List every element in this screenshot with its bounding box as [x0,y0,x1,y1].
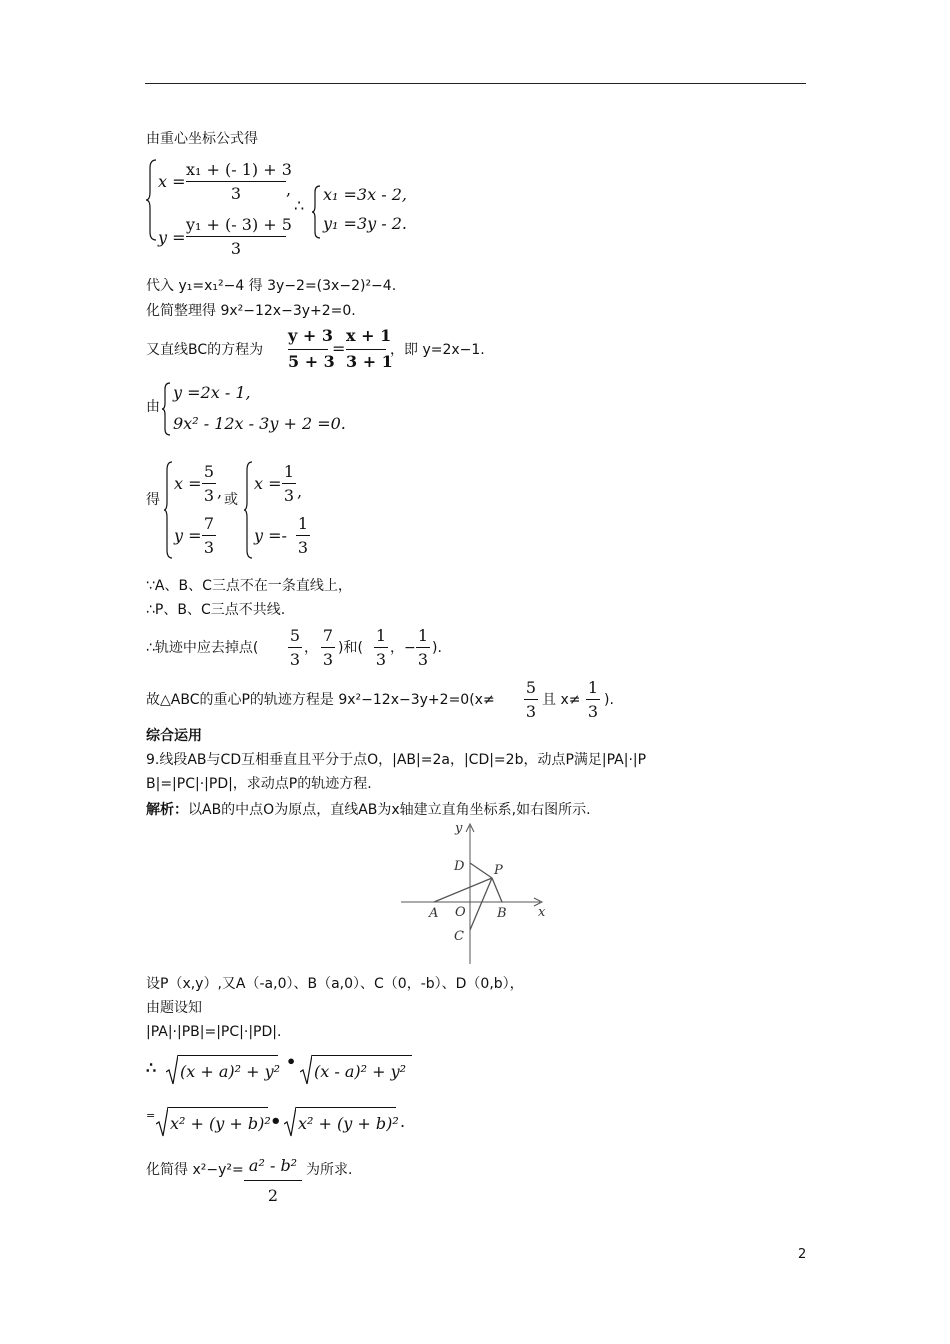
bc-num1: y + 3 [288,326,333,345]
sol-a-ynum: 7 [203,514,215,533]
line-remove-points [146,624,506,672]
line-result [146,676,636,724]
remove-postfix: ). [432,640,442,656]
text-given: 由题设知 [146,1000,202,1016]
line-final [146,1156,406,1212]
remove-f2d: 3 [322,650,334,669]
left-brace-3 [162,381,172,437]
result-f1bar [524,699,538,700]
y1-equation: y₁ =3y - 2. [323,214,408,233]
text-set-points: 设P（x,y）,又A（-a,0）、B（a,0）、C（0，-b）、D（0,b）， [146,976,524,992]
sol-a-comma: , [217,482,223,501]
label-c: C [454,929,464,944]
left-brace-4 [164,460,174,560]
remove-sep1: ， [304,640,318,656]
radical-sign-1 [166,1054,178,1086]
system-intersect [146,381,406,437]
final-numerator: a² - b² [248,1156,298,1175]
sqrt2-end: . [400,1112,406,1131]
sol-a-xden: 3 [203,486,215,505]
sol-b-xbar [282,483,296,484]
remove-f3bar [374,647,388,648]
x-denominator: 3 [230,184,242,203]
result-f2d: 3 [587,702,599,721]
bc-eq: = [332,339,346,358]
sol-b-ybar [296,535,310,536]
remove-f4n: 1 [417,626,429,645]
bc-prefix: 又直线BC的方程为 [146,342,264,358]
radical-bar-1 [178,1055,278,1056]
text-abs-equation: |PA|·|PB|=|PC|·|PD|. [146,1024,282,1040]
final-prefix: 化简得 x²−y²= [146,1162,244,1178]
sol-a-xbar [202,483,216,484]
remove-f4bar [416,647,430,648]
sol-b-x: x = [254,474,282,493]
line-sqrt-1 [146,1052,426,1088]
radical-sign-3 [156,1106,168,1138]
radical-bar-3 [168,1107,268,1108]
solution-label: 解析： [146,802,188,818]
remove-f1n: 5 [289,626,301,645]
text-because: ∵A、B、C三点不在一条直线上， [146,578,352,594]
radical-sign-2 [300,1054,312,1086]
segment-pd [470,863,492,878]
sqrt1-radicand-1: (x + a)² + y² [180,1062,281,1081]
segment-pb [492,878,502,902]
sys2-eq2: 9x² - 12x - 3y + 2 =0. [173,414,346,433]
bc-den2: 3 + 1 [346,352,393,371]
sqrt2-radicand-2: x² + (y + b)² [298,1114,399,1133]
radical-bar-2 [312,1055,412,1056]
remove-f4d: 3 [417,650,429,669]
question-9-line1: 9.线段AB与CD互相垂直且平分于点O，|AB|=2a，|CD|=2b，动点P满足|PA|·|P [146,752,647,768]
sol-b-xnum: 1 [283,462,295,481]
sqrt1-radicand-2: (x - a)² + y² [314,1062,407,1081]
text-not-collinear: ∴P、B、C三点不共线. [146,602,286,618]
label-d: D [454,859,465,874]
final-denominator: 2 [267,1186,279,1205]
result-f1n: 5 [525,678,537,697]
y-fraction-bar [186,236,286,237]
page-number: 2 [798,1247,807,1262]
sol-prefix: 得 [146,492,160,508]
line-bc-equation [146,326,566,374]
sol-or: 或 [224,492,238,508]
remove-neg: − [404,640,416,656]
label-o: O [455,905,466,920]
sqrt2-dot: • [270,1111,282,1132]
header-rule [145,83,806,84]
remove-f2n: 7 [322,626,334,645]
sqrt2-eq: = [146,1109,156,1122]
remove-sep2: ， [390,640,404,656]
result-mid: 且 x≠ [542,692,581,708]
coordinate-figure [396,818,552,968]
remove-f1d: 3 [289,650,301,669]
text-simplify: 化简整理得 9x²−12x−3y+2=0. [146,303,356,319]
x-fraction-bar [186,181,286,182]
bc-bar1 [288,349,328,350]
sol-a-xnum: 5 [203,462,215,481]
system-centroid [146,158,446,258]
bc-num2: x + 1 [346,326,392,345]
x-comma: , [286,180,292,199]
remove-mid: )和( [338,640,363,656]
x1-equation: x₁ =3x - 2, [323,185,407,204]
line-sqrt-2 [146,1104,426,1140]
label-a: A [429,906,439,921]
final-bar [244,1180,302,1181]
section-heading: 综合运用 [146,728,202,744]
y-axis-label: y [455,821,463,836]
x-axis-label: x [538,905,546,920]
question-9-line2: B|=|PC|·|PD|，求动点P的轨迹方程. [146,776,372,792]
y-numerator: y₁ + (- 3) + 5 [186,215,292,234]
sqrt2-radicand-1: x² + (y + b)² [170,1114,271,1133]
radical-bar-4 [296,1107,396,1108]
sol-a-x: x = [174,474,202,493]
solution-line [146,800,591,820]
result-prefix: 故△ABC的重心P的轨迹方程是 9x²−12x−3y+2=0(x≠ [146,692,495,708]
sol-b-comma: , [297,482,303,501]
solutions [146,458,326,562]
final-postfix: 为所求. [306,1162,353,1178]
bc-postfix: ，即 y=2x−1. [390,342,485,358]
remove-prefix: ∴轨迹中应去掉点( [146,640,259,656]
sqrt1-therefore: ∴ [146,1058,157,1077]
y-lhs: y = [158,228,186,247]
text-centroid-formula: 由重心坐标公式得 [146,131,258,147]
left-brace-2 [312,184,322,240]
therefore-symbol: ∴ [294,196,305,215]
sol-b-yden: 3 [297,538,309,557]
sol-b-y: y =- [254,526,287,545]
label-p: P [494,863,503,878]
remove-f3d: 3 [375,650,387,669]
radical-sign-4 [284,1106,296,1138]
sys2-prefix: 由 [146,399,160,415]
result-f1d: 3 [525,702,537,721]
label-b: B [497,906,507,921]
result-f2bar [586,699,600,700]
x-numerator: x₁ + (- 1) + 3 [186,160,292,179]
result-postfix: ). [604,692,614,708]
y-denominator: 3 [230,239,242,258]
left-brace-5 [244,460,254,560]
sys2-eq1: y =2x - 1, [173,383,251,402]
sol-a-ybar [202,535,216,536]
left-brace [146,158,158,242]
remove-f2bar [321,647,335,648]
sqrt1-dot: • [286,1052,297,1071]
remove-f1bar [288,647,302,648]
solution-text: 以AB的中点O为原点，直线AB为x轴建立直角坐标系,如右图所示. [188,802,591,818]
remove-f3n: 1 [375,626,387,645]
text-substitute: 代入 y₁=x₁²−4 得 3y−2=(3x−2)²−4. [146,278,397,294]
x-lhs: x = [158,172,186,191]
bc-den1: 5 + 3 [288,352,335,371]
bc-bar2 [346,349,386,350]
result-f2n: 1 [587,678,599,697]
sol-a-y: y = [174,526,202,545]
sol-b-ynum: 1 [297,514,309,533]
sol-b-xden: 3 [283,486,295,505]
sol-a-yden: 3 [203,538,215,557]
